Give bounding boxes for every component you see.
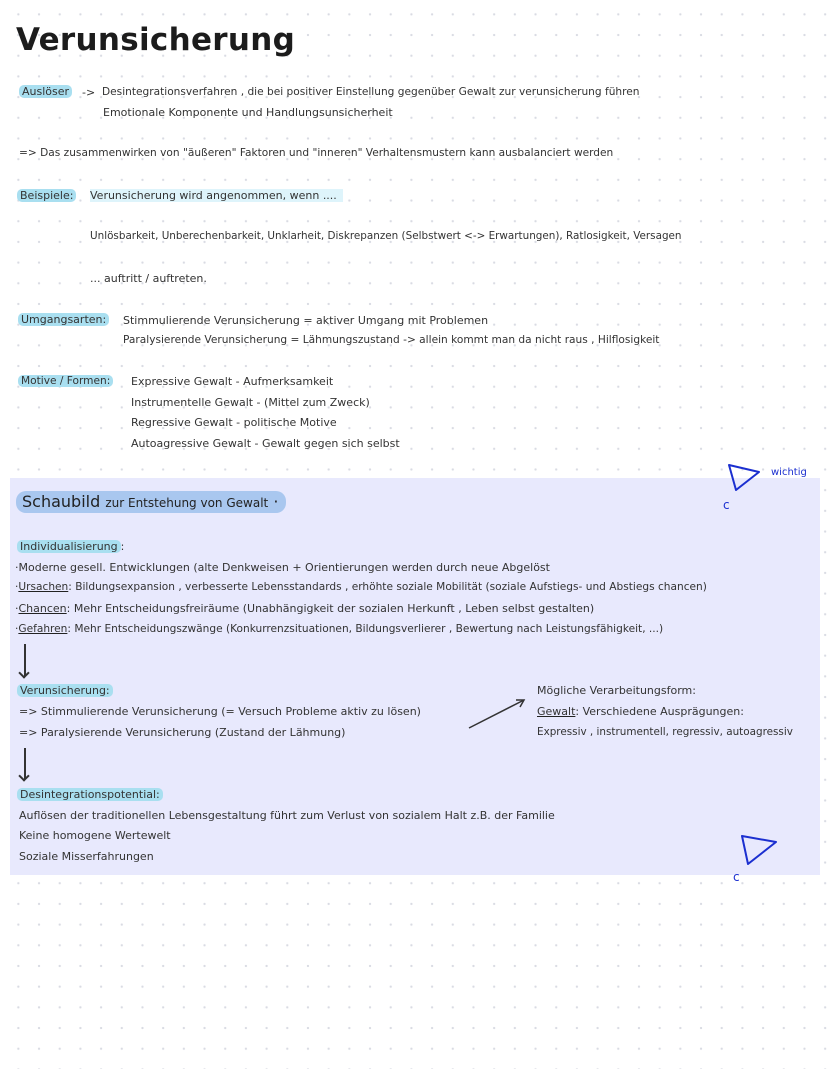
- ursachen-line: ·Ursachen: Bildungsexpansion , verbesserte Lebensstandards , erhöhte soziale Mobilität (soziale Aufstiegs- und Abstiegs chancen): [15, 581, 707, 593]
- stamp-letter: c: [733, 870, 740, 884]
- beispiele-list: Unlösbarkeit, Unberechenbarkeit, Unklarheit, Diskrepanzen (Selbstwert <-> Erwartungen), Ratlosigkeit, Versagen: [90, 230, 682, 242]
- page-title: Verunsicherung: [16, 22, 296, 58]
- arrow-diagonal-icon: [466, 696, 530, 732]
- motive-item: Autoagressive Gewalt - Gewalt gegen sich selbst: [131, 437, 400, 450]
- schaubild-title: Schaubild zur Entstehung von Gewalt ·: [16, 492, 286, 511]
- wichtig-note: wichtig: [771, 467, 807, 478]
- verunsicherung-line2: => Paralysierende Verunsicherung (Zustand der Lähmung): [19, 726, 346, 739]
- ausloeser-arrow: ->: [82, 86, 96, 99]
- conclusion-text: => Das zusammenwirken von "äußeren" Faktoren und "inneren" Verhaltensmustern kann ausbalanciert werden: [19, 147, 614, 159]
- umgangsarten-line1: Stimmulierende Verunsicherung = aktiver Umgang mit Problemen: [123, 314, 489, 327]
- ausloeser-line2: Emotionale Komponente und Handlungsunsicherheit: [103, 106, 393, 119]
- arrow-down-icon: [24, 748, 26, 779]
- verarbeitung-gewalt-line: Gewalt: Verschiedene Ausprägungen:: [537, 705, 744, 718]
- desintegration-line2: Keine homogene Wertewelt: [19, 829, 171, 842]
- individualisierung-line1: ·Moderne gesell. Entwicklungen (alte Denkweisen + Orientierungen werden durch neue Abgelöst: [15, 561, 550, 574]
- motive-item: Instrumentelle Gewalt - (Mittel zum Zweck): [131, 396, 370, 409]
- desintegration-line3: Soziale Misserfahrungen: [19, 850, 154, 863]
- motive-item: Expressive Gewalt - Aufmerksamkeit: [131, 375, 334, 388]
- triangle-stamp-icon: [738, 830, 780, 868]
- beispiele-intro: Verunsicherung wird angenommen, wenn ....: [90, 189, 343, 202]
- verarbeitung-line3: Expressiv , instrumentell, regressiv, autoagressiv: [537, 726, 793, 738]
- verarbeitung-line1: Mögliche Verarbeitungsform:: [537, 684, 696, 697]
- beispiele-outro: ... auftritt / auftreten.: [90, 272, 207, 285]
- individualisierung-label: Individualisierung :: [17, 540, 124, 553]
- stamp-letter: c: [723, 498, 730, 512]
- ausloeser-label: Auslöser: [19, 85, 72, 98]
- chancen-line: ·Chancen: Mehr Entscheidungsfreiräume (Unabhängigkeit der sozialen Herkunft , Leben selbst gestalten): [15, 602, 595, 615]
- desintegration-line1: Auflösen der traditionellen Lebensgestaltung führt zum Verlust von sozialem Halt z.B. der Familie: [19, 809, 555, 822]
- verunsicherung-label: Verunsicherung:: [17, 684, 113, 697]
- umgangsarten-line2: Paralysierende Verunsicherung = Lähmungszustand -> allein kommt man da nicht raus , Hilflosigkeit: [123, 334, 660, 346]
- triangle-stamp-icon: [726, 460, 762, 494]
- ausloeser-line1: Desintegrationsverfahren , die bei positiver Einstellung gegenüber Gewalt zur verunsicherung führen: [102, 86, 640, 98]
- gefahren-line: ·Gefahren: Mehr Entscheidungszwänge (Konkurrenzsituationen, Bildungsverlierer , Bewertung nach Leistungsfähigkeit, ...): [15, 623, 664, 635]
- verunsicherung-line1: => Stimmulierende Verunsicherung (= Versuch Probleme aktiv zu lösen): [19, 705, 421, 718]
- desintegration-label: Desintegrationspotential:: [17, 788, 163, 801]
- umgangsarten-label: Umgangsarten:: [18, 313, 109, 326]
- arrow-down-icon: [24, 644, 26, 676]
- motive-label: Motive / Formen:: [18, 375, 113, 387]
- beispiele-label: Beispiele:: [17, 189, 76, 202]
- motive-item: Regressive Gewalt - politische Motive: [131, 416, 337, 429]
